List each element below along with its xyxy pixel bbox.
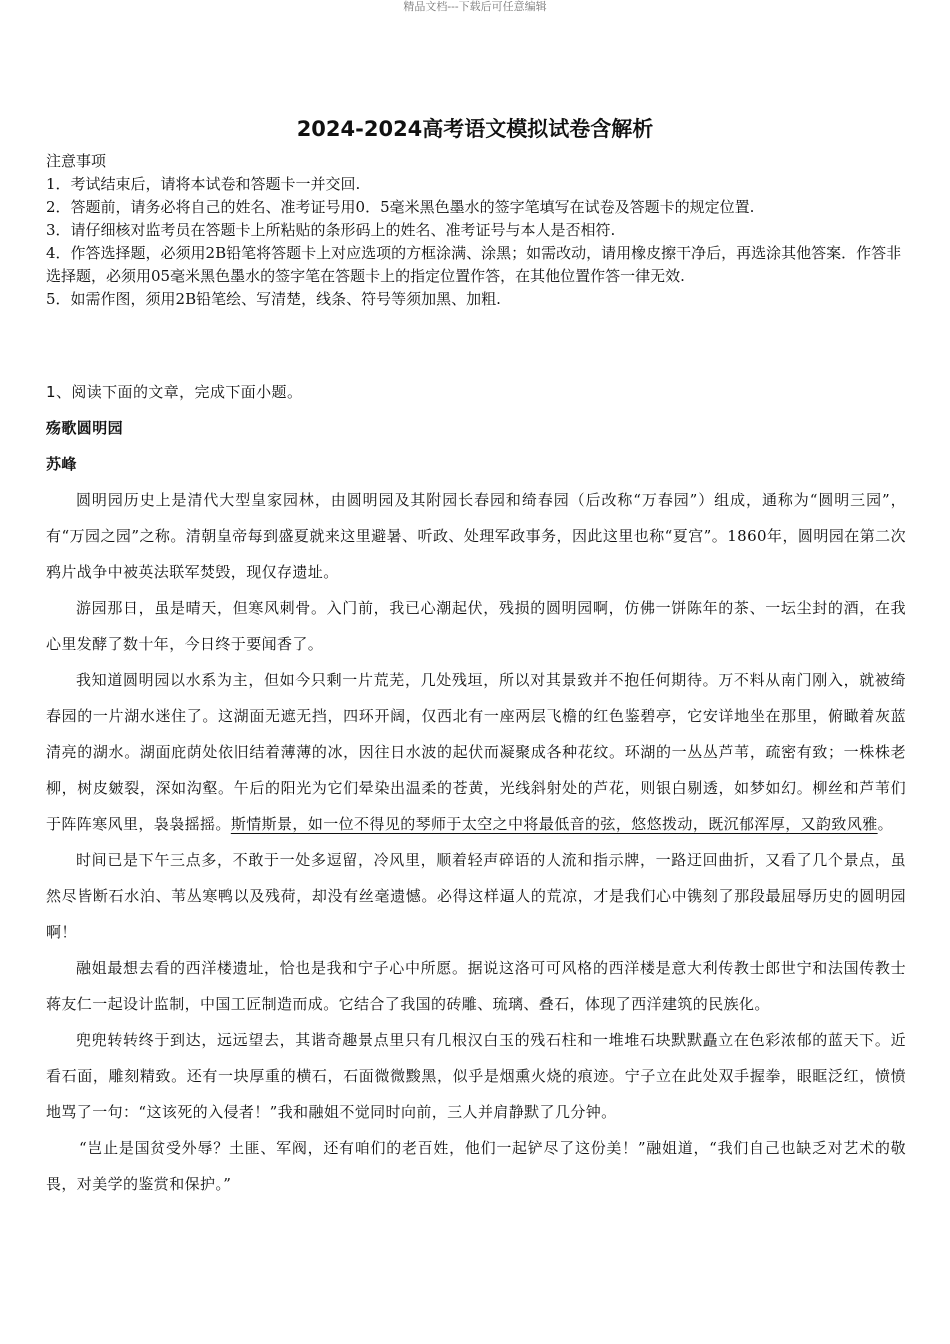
article-paragraph: “岂止是国贫受外辱？土匪、军阀，还有咱们的老百姓，他们一起铲尽了这份美！”融姐道，“我们自己也缺乏对艺术的敬畏，对美学的鉴赏和保护。”	[46, 1139, 906, 1193]
header-note: 精品文档---下载后可任意编辑	[403, 0, 547, 13]
question-section	[46, 374, 906, 1202]
article-paragraph: 融姐最想去看的西洋楼遗址，恰也是我和宁子心中所愿。据说这洛可可风格的西洋楼是意大利传教士郎世宁和法国传教士蒋友仁一起设计监制，中国工匠制造而成。它结合了我国的砖雕、琉璃、叠石，体现了西洋建筑的民族化。	[46, 959, 906, 1013]
notice-item: 3．请仔细核对监考员在答题卡上所粘贴的条形码上的姓名、准考证号与本人是否相符.	[46, 221, 616, 239]
lake-paragraph-text: 我知道圆明园以水系为主，但如今只剩一片荒芜，几处残垣，所以对其景致并不抱任何期待。万不料从南门刚入，就被绮春园的一片湖水迷住了。这湖面无遮无挡，四环开阔，仅西北有一座两层飞檐的红色鉴碧亭，它安详地坐在那里，俯瞰着灰蓝清亮的湖水。湖面庇荫处依旧结着薄薄的冰，因往日水波的起伏而凝聚成各种花纹。环湖的一丛丛芦苇，疏密有致；一株株老柳，树皮皴裂，深如沟壑。午后的阳光为它们晕染出温柔的苍黄，光线斜射处的芦花，则银白剔透，如梦如幻。柳丝和芦苇们于阵阵寒风里，袅袅摇摇。	[46, 671, 906, 833]
article-paragraph: 兜兜转转终于到达，远远望去，其谐奇趣景点里只有几根汉白玉的残石柱和一堆堆石块默默矗立在色彩浓郁的蓝天下。近看石面，雕刻精致。还有一块厚重的横石，石面微微黢黑，似乎是烟熏火烧的痕迹。宁子立在此处双手握拳，眼眶泛红，愤愤地骂了一句：“这该死的入侵者！”我和融姐不觉同时向前，三人并肩静默了几分钟。	[46, 1031, 906, 1121]
article-paragraph: 游园那日，虽是晴天，但寒风刺骨。入门前，我已心潮起伏，残损的圆明园啊，仿佛一饼陈年的茶、一坛尘封的酒，在我心里发酵了数十年，今日终于要闻香了。	[46, 599, 906, 653]
article-paragraph: 时间已是下午三点多，不敢于一处多逗留，冷风里，顺着轻声碎语的人流和指示牌，一路迂回曲折，又看了几个景点，虽然尽皆断石水泊、苇丛寒鸭以及残荷，却没有丝毫遗憾。必得这样逼人的荒凉，才是我们心中镌刻了那段最屈辱历史的圆明园啊！	[46, 851, 906, 941]
notice-item: 5．如需作图，须用2B铅笔绘、写清楚，线条、符号等须加黑、加粗.	[46, 290, 501, 308]
question-heading: 1、阅读下面的文章，完成下面小题。	[46, 383, 303, 401]
lake-paragraph-end: 。	[877, 815, 894, 833]
article-author: 苏峰	[46, 455, 77, 473]
notice-item: 4．作答选择题，必须用2B铅笔将答题卡上对应选项的方框涂满、涂黑；如需改动，请用橡皮擦干净后，再选涂其他答案．作答非选择题，必须用05毫米黑色墨水的签字笔在答题卡上的指定位置作答，在其他位置作答一律无效.	[46, 244, 902, 285]
notice-item: 2．答题前，请务必将自己的姓名、准考证号用0．5毫米黑色墨水的签字笔填写在试卷及答题卡的规定位置.	[46, 198, 755, 216]
article-paragraph-lake	[46, 662, 906, 842]
notice-item: 1．考试结束后，请将本试卷和答题卡一并交回.	[46, 175, 361, 193]
notice-heading: 注意事项	[46, 152, 107, 170]
notice-section	[46, 150, 916, 311]
document-title: 2024-2024高考语文模拟试卷含解析	[296, 117, 654, 141]
underlined-sentence: 斯情斯景，如一位不得见的琴师于太空之中将最低音的弦，悠悠拨动，既沉郁浑厚，又韵致风雅	[230, 815, 878, 833]
article-title: 殇歌圆明园	[46, 419, 124, 437]
article-paragraph: 圆明园历史上是清代大型皇家园林，由圆明园及其附园长春园和绮春园（后改称“万春园”）组成，通称为“圆明三园”，有“万园之园”之称。清朝皇帝每到盛夏就来这里避暑、听政、处理军政事务，因此这里也称“夏宫”。1860年，圆明园在第二次鸦片战争中被英法联军焚毁，现仅存遗址。	[46, 491, 906, 581]
